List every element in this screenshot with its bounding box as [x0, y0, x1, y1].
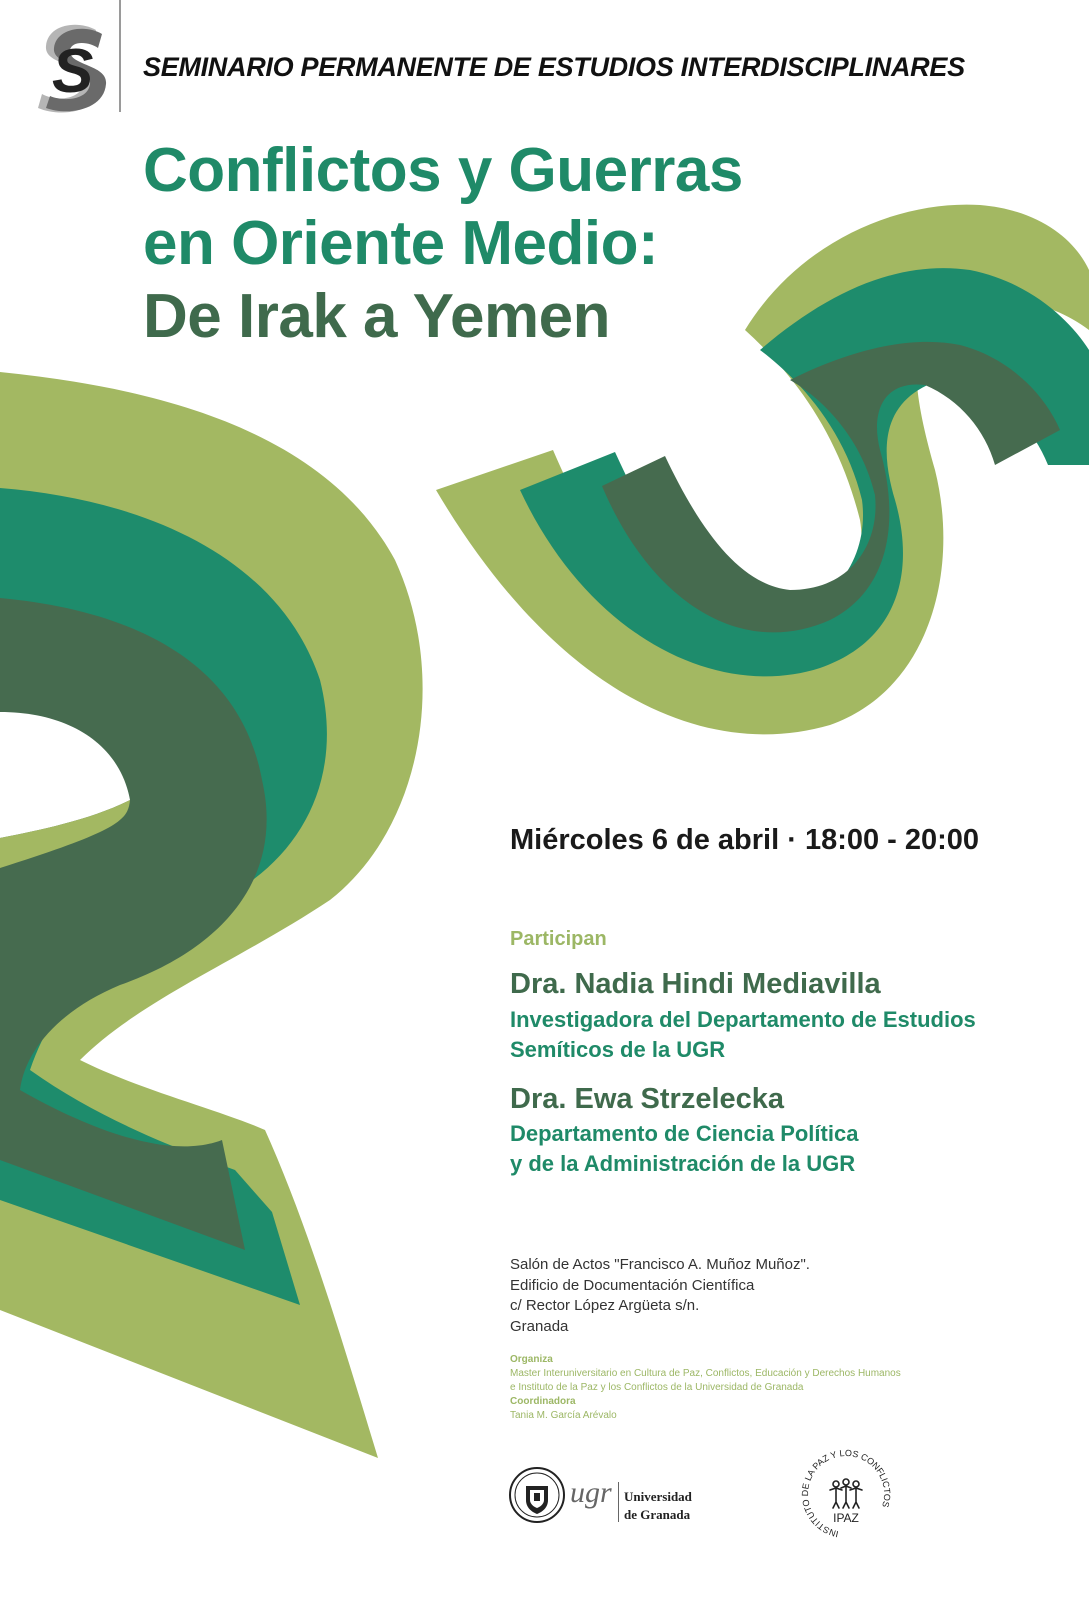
venue-line-1: Salón de Actos "Francisco A. Muñoz Muñoz".	[510, 1256, 810, 1273]
page-title	[143, 134, 743, 353]
title-line-3: De Irak a Yemen	[143, 282, 611, 351]
coordinadora-label: Coordinadora	[510, 1396, 576, 1407]
credits	[510, 1353, 901, 1423]
coordinadora-name: Tania M. García Arévalo	[510, 1410, 617, 1421]
venue-line-2: Edificio de Documentación Científica	[510, 1276, 755, 1294]
event-date-time: Miércoles 6 de abril · 18:00 - 20:00	[510, 824, 980, 856]
participant-1-role-line-1: Investigadora del Departamento de Estudios	[510, 1007, 976, 1032]
participant-2-name: Dra. Ewa Strzelecka	[510, 1083, 785, 1115]
participant-1-name: Dra. Nadia Hindi Mediavilla	[510, 968, 881, 1000]
title-line-2: en Oriente Medio:	[143, 209, 659, 278]
series-title: SEMINARIO PERMANENTE DE ESTUDIOS INTERDISCIPLINARES	[143, 52, 965, 82]
participant-1-role-line-2: Semíticos de la UGR	[510, 1037, 726, 1062]
seminar-logo-icon	[38, 22, 108, 114]
header-divider	[119, 0, 121, 112]
ugr-name	[624, 1488, 692, 1524]
ugr-name-line-1: Universidad	[624, 1489, 692, 1504]
venue-line-4: Granada	[510, 1317, 569, 1335]
ipaz-logo-icon	[800, 1448, 892, 1540]
organiza-label: Organiza	[510, 1354, 553, 1365]
ugr-name-line-2: de Granada	[624, 1507, 691, 1522]
venue-line-3: c/ Rector López Argüeta s/n.	[510, 1297, 700, 1314]
svg-text:INSTITUTO DE LA PAZ Y LOS CONF: INSTITUTO DE LA PAZ Y LOS CONFLICTOS	[800, 1448, 892, 1540]
left-ribbon	[0, 372, 423, 1458]
ugr-seal-icon	[508, 1466, 566, 1524]
ugr-divider	[618, 1482, 619, 1522]
svg-text:S: S	[52, 37, 94, 106]
participant-2-role-line-2: y de la Administración de la UGR	[510, 1151, 856, 1176]
participant-2-role-line-1: Departamento de Ciencia Política	[510, 1121, 859, 1146]
ugr-wordmark: ugr	[570, 1476, 612, 1509]
title-line-1: Conflictos y Guerras	[143, 136, 743, 205]
participant-1-role	[510, 1005, 976, 1065]
venue-address	[510, 1255, 810, 1337]
participant-2-role	[510, 1119, 858, 1179]
svg-text:IPAZ: IPAZ	[833, 1511, 859, 1525]
organiza-line-1: Master Interuniversitario en Cultura de Paz, Conflictos, Educación y Derechos Humanos	[510, 1368, 901, 1379]
organiza-line-2: e Instituto de la Paz y los Conflictos de la Universidad de Granada	[510, 1382, 804, 1393]
participants-label: Participan	[510, 928, 607, 950]
ugr-logo	[508, 1466, 708, 1528]
